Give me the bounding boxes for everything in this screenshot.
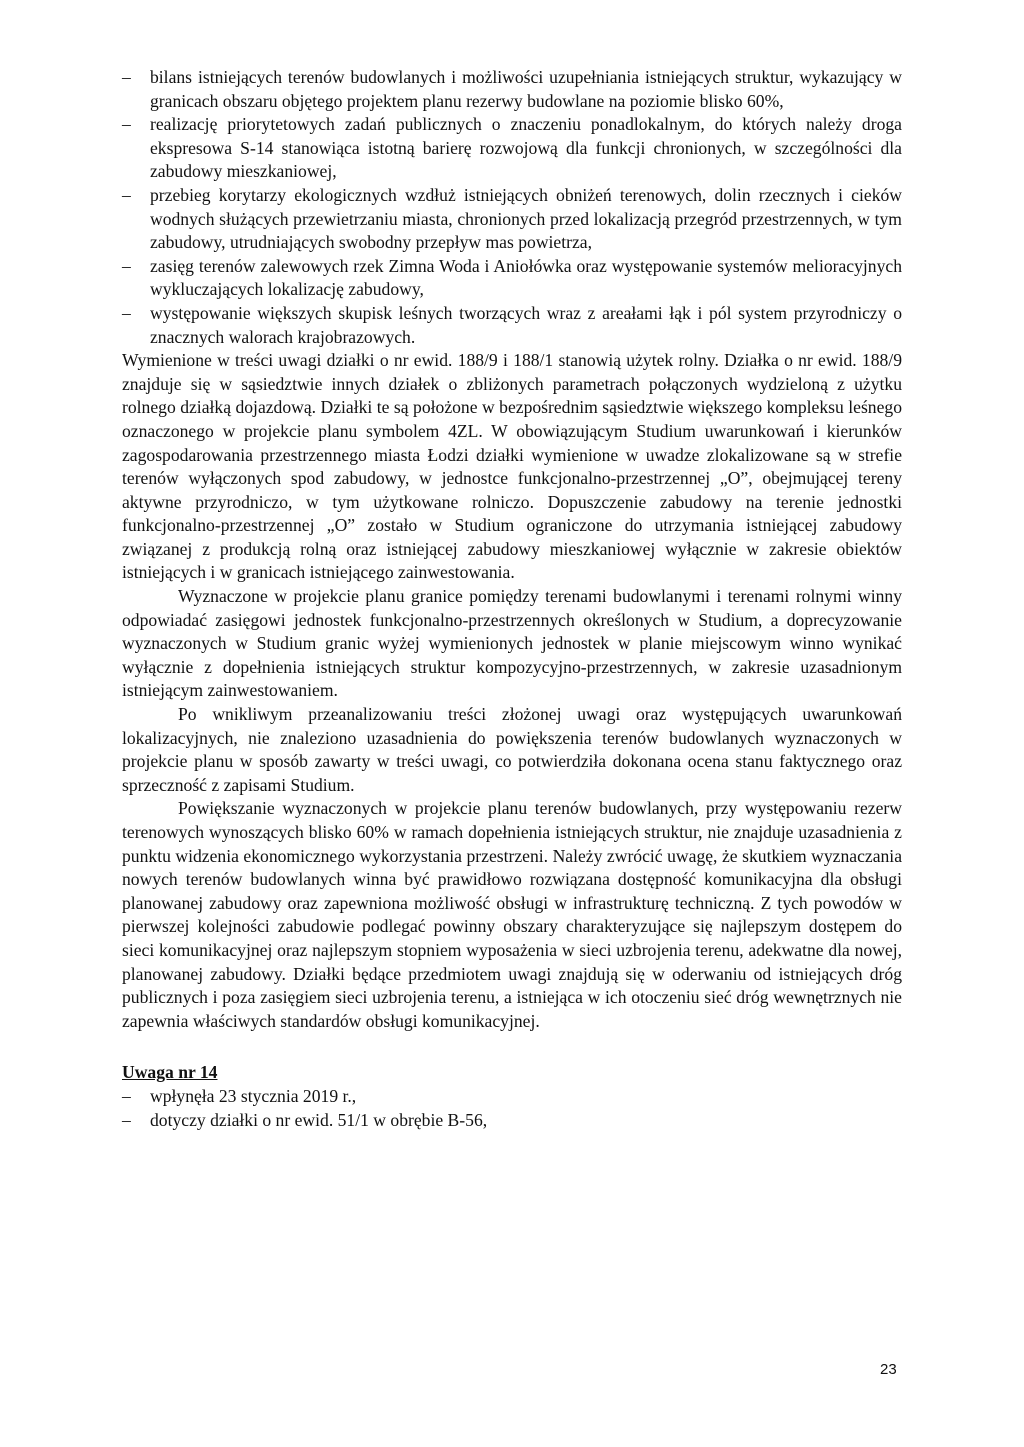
conditions-list: [122, 66, 902, 349]
paragraph-analysis: Po wnikliwym przeanalizowaniu treści złożonej uwagi oraz występujących uwarunkowań lokalizacyjnych, nie znaleziono uzasadnienia do powiększenia terenów budowlanych wyznaczonych w projekcie planu w sposób zawarty w treści uwagi, co potwierdziła dokonana ocena stanu faktycznego oraz sprzeczność z zapisami Studium.: [122, 704, 902, 795]
section-heading: Uwaga nr 14: [122, 1062, 218, 1083]
list-item: – dotyczy działki o nr ewid. 51/1 w obrębie B-56,: [122, 1109, 902, 1133]
page-number: 23: [880, 1361, 897, 1378]
paragraph-boundaries: Wyznaczone w projekcie planu granice pomiędzy terenami budowlanymi i terenami rolnymi winny odpowiadać zasięgowi jednostek funkcjonalno-przestrzennych określonych w Studium, a doprecyzowanie wyznaczonych w Studium granic wyżej wymienionych jednostek w planie miejscowym winno wynikać wyłącznie z dopełnienia istniejących struktur kompozycyjno-przestrzennych, w zakresie uzasadnionym istniejącym zainwestowaniem.: [122, 586, 902, 701]
document-page: [122, 66, 902, 1132]
list-item: – wpłynęła 23 stycznia 2019 r.,: [122, 1085, 902, 1109]
paragraph-plots-description: Wymienione w treści uwagi działki o nr ewid. 188/9 i 188/1 stanowią użytek rolny. Działka o nr ewid. 188/9 znajduje się w sąsiedztwie innych działek o zbliżonych parametrach połączonych wydzieloną z użytku rolnego działką dojazdową. Działki te są położone w bezpośrednim sąsiedztwie większego kompleksu leśnego oznaczonego w projekcie planu symbolem 4ZL. W obowiązującym Studium uwarunkowań i kierunków zagospodarowania przestrzennego miasta Łodzi działki wymienione w uwadze zlokalizowane są w strefie terenów wyłączonych spod zabudowy, w jednostce funkcjonalno-przestrzennej „O”, obejmującej tereny aktywne przyrodniczo, w tym użytkowane rolniczo. Dopuszczenie zabudowy na terenie jednostki funkcjonalno-przestrzennej „O” zostało w Studium ograniczone do utrzymania istniejącej zabudowy związanej z produkcją rolną oraz istniejącej zabudowy mieszkaniowej wyłącznie w zakresie obiektów istniejących i w granicach istniejącego zainwestowania.: [122, 350, 902, 583]
list-item: – występowanie większych skupisk leśnych tworzących wraz z areałami łąk i pól system przyrodniczy o znacznych walorach krajobrazowych.: [122, 302, 902, 349]
list-item: – zasięg terenów zalewowych rzek Zimna Woda i Aniołówka oraz występowanie systemów melioracyjnych wykluczających lokalizację zabudowy,: [122, 255, 902, 302]
list-item: – przebieg korytarzy ekologicznych wzdłuż istniejących obniżeń terenowych, dolin rzecznych i cieków wodnych służących przewietrzaniu miasta, chronionych przed lokalizacją przegród przestrzennych, w tym zabudowy, utrudniających swobodny przepływ mas powietrza,: [122, 184, 902, 255]
paragraph-reserves: Powiększanie wyznaczonych w projekcie planu terenów budowlanych, przy występowaniu rezerw terenowych wynoszących blisko 60% w ramach dopełnienia istniejących struktur, nie znajduje uzasadnienia z punktu widzenia ekonomicznego wykorzystania przestrzeni. Należy zwrócić uwagę, że skutkiem wyznaczania nowych terenów budowlanych winna być prawidłowo rozwiązana dostępność komunikacyjna dla obsługi planowanej zabudowy oraz zapewniona możliwość obsługi w infrastrukturę techniczną. Z tych powodów w pierwszej kolejności zabudowie podlegać powinny obszary charakteryzujące się najlepszym dostępem do sieci komunikacyjnej oraz najlepszym stopniem wyposażenia w sieci uzbrojenia terenu, adekwatne dla nowej, planowanej zabudowy. Działki będące przedmiotem uwagi znajdują się w oderwaniu od istniejących dróg publicznych i poza zasięgiem sieci uzbrojenia terenu, a istniejąca w ich otoczeniu sieć dróg wewnętrznych nie zapewnia właściwych standardów obsługi komunikacyjnej.: [122, 798, 902, 1031]
list-item: – realizację priorytetowych zadań publicznych o znaczeniu ponadlokalnym, do których należy droga ekspresowa S-14 stanowiąca istotną barierę rozwojową dla funkcji chronionych, w szczególności dla zabudowy mieszkaniowej,: [122, 113, 902, 184]
remark-details-list: [122, 1085, 902, 1132]
list-item: – bilans istniejących terenów budowlanych i możliwości uzupełniania istniejących struktur, wykazujący w granicach obszaru objętego projektem planu rezerwy budowlane na poziomie blisko 60%,: [122, 66, 902, 113]
